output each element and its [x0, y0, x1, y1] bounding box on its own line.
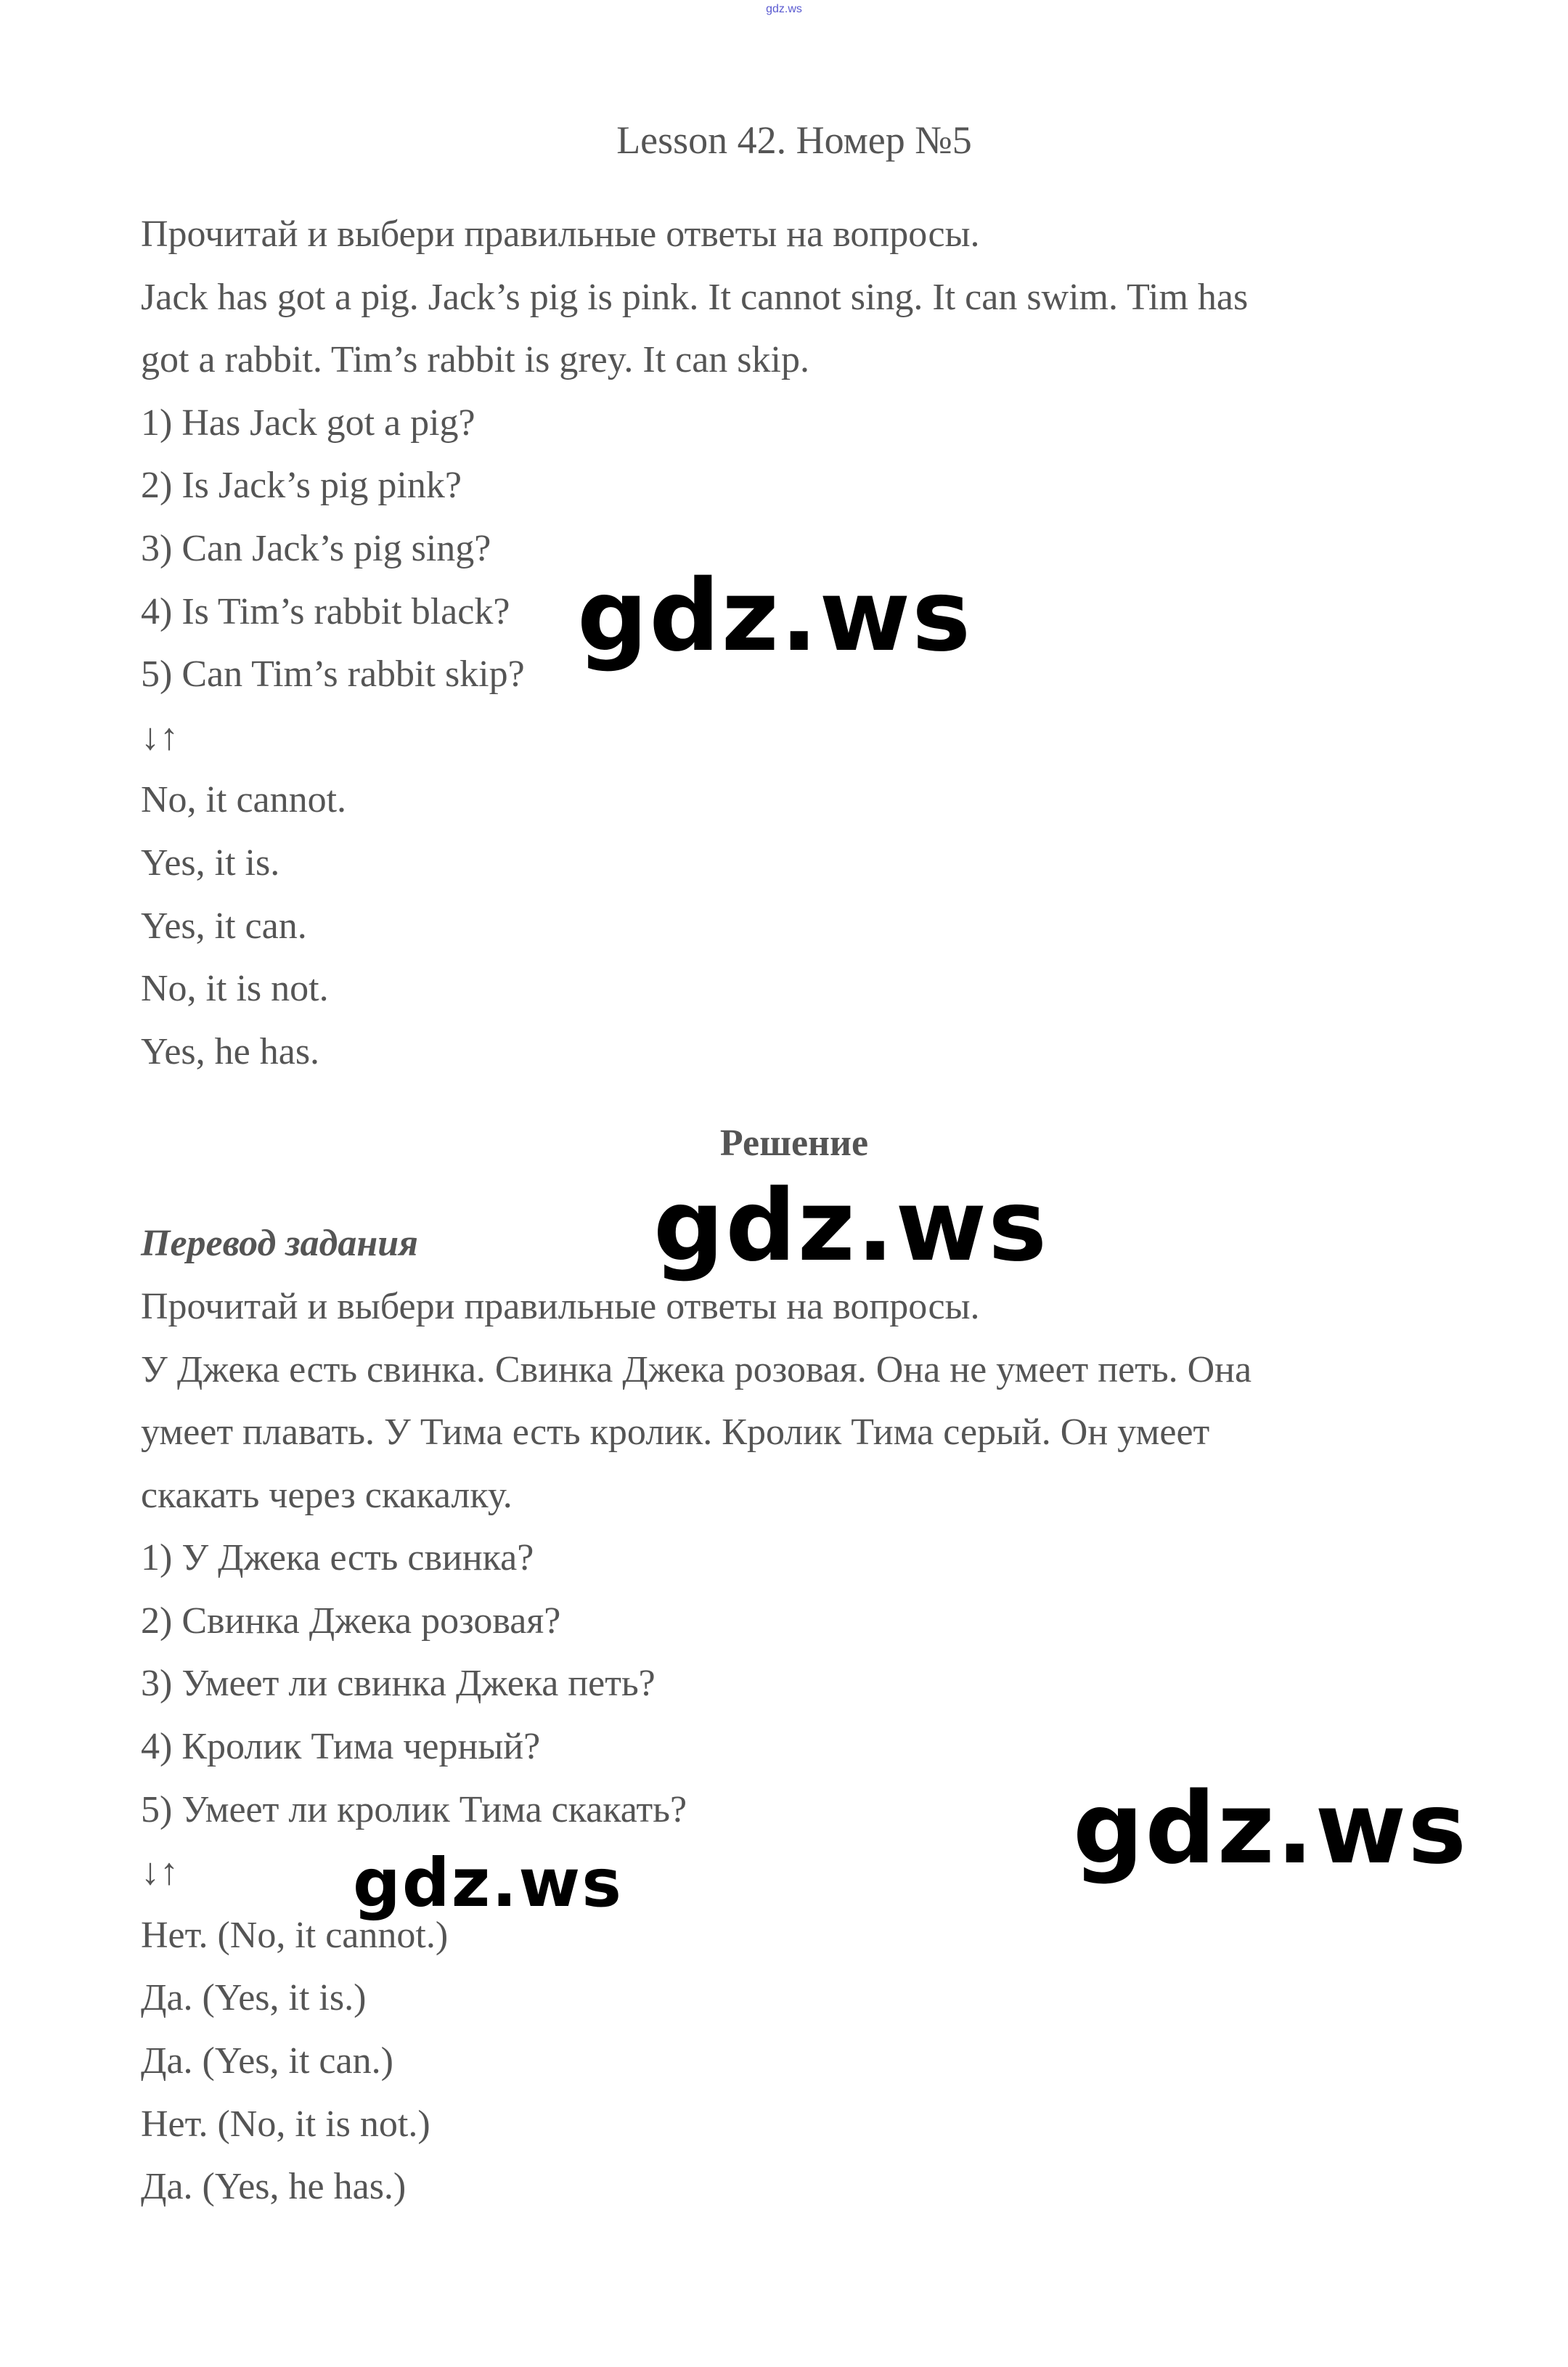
arrows-icon: ↓↑ [141, 716, 179, 758]
translation-answer: Да. (Yes, it is.) [141, 1977, 367, 2019]
translation-answer: Нет. (No, it cannot.) [141, 1914, 449, 1956]
translation-question: 2) Свинка Джека розовая? [141, 1600, 561, 1642]
answer-item: Yes, it is. [141, 842, 280, 884]
question-item: 1) Has Jack got a pig? [141, 402, 475, 444]
watermark: gdz.ws [353, 1844, 623, 1922]
spacer [141, 171, 1447, 203]
task-instruction: Прочитай и выбери правильные ответы на вопросы. [141, 213, 980, 255]
task-text-line: got a rabbit. Tim’s rabbit is grey. It can skip. [141, 339, 809, 381]
answer-item: No, it cannot. [141, 779, 347, 821]
answer-item: No, it is not. [141, 968, 329, 1010]
translation-answer: Да. (Yes, he has.) [141, 2166, 407, 2208]
translation-answer: Да. (Yes, it can.) [141, 2040, 393, 2082]
page-title: Lesson 42. Номер №5 [616, 118, 972, 162]
watermark: gdz.ws [653, 1169, 1049, 1284]
translation-instruction: Прочитай и выбери правильные ответы на вопросы. [141, 1285, 980, 1327]
answer-item: Yes, he has. [141, 1030, 320, 1072]
watermark: gdz.ws [577, 559, 973, 674]
question-item: 3) Can Jack’s pig sing? [141, 527, 491, 569]
translation-text-line: умеет плавать. У Тима есть кролик. Кролик Тима серый. Он умеет [141, 1411, 1210, 1454]
translation-text-line: скакать через скакалку. [141, 1474, 513, 1516]
translation-question: 1) У Джека есть свинка? [141, 1537, 534, 1579]
question-item: 5) Can Tim’s rabbit skip? [141, 653, 525, 696]
translation-heading: Перевод задания [141, 1223, 418, 1265]
document-page [141, 109, 1447, 2219]
question-item: 4) Is Tim’s rabbit black? [141, 590, 510, 632]
answer-item: Yes, it can. [141, 905, 307, 947]
watermark: gdz.ws [1073, 1772, 1469, 1886]
translation-question: 4) Кролик Тима черный? [141, 1726, 541, 1768]
task-text-line: Jack has got a pig. Jack’s pig is pink. It cannot sing. It can swim. Tim has [141, 276, 1249, 318]
translation-answer: Нет. (No, it is not.) [141, 2103, 430, 2145]
translation-question: 5) Умеет ли кролик Тима скакать? [141, 1788, 687, 1830]
translation-question: 3) Умеет ли свинка Джека петь? [141, 1663, 656, 1705]
translation-text-line: У Джека есть свинка. Свинка Джека розовая. Она не умеет петь. Она [141, 1348, 1252, 1390]
site-mark: gdz.ws [766, 3, 802, 15]
question-item: 2) Is Jack’s pig pink? [141, 465, 462, 507]
solution-heading: Решение [719, 1123, 869, 1165]
arrows-icon: ↓↑ [141, 1851, 179, 1894]
